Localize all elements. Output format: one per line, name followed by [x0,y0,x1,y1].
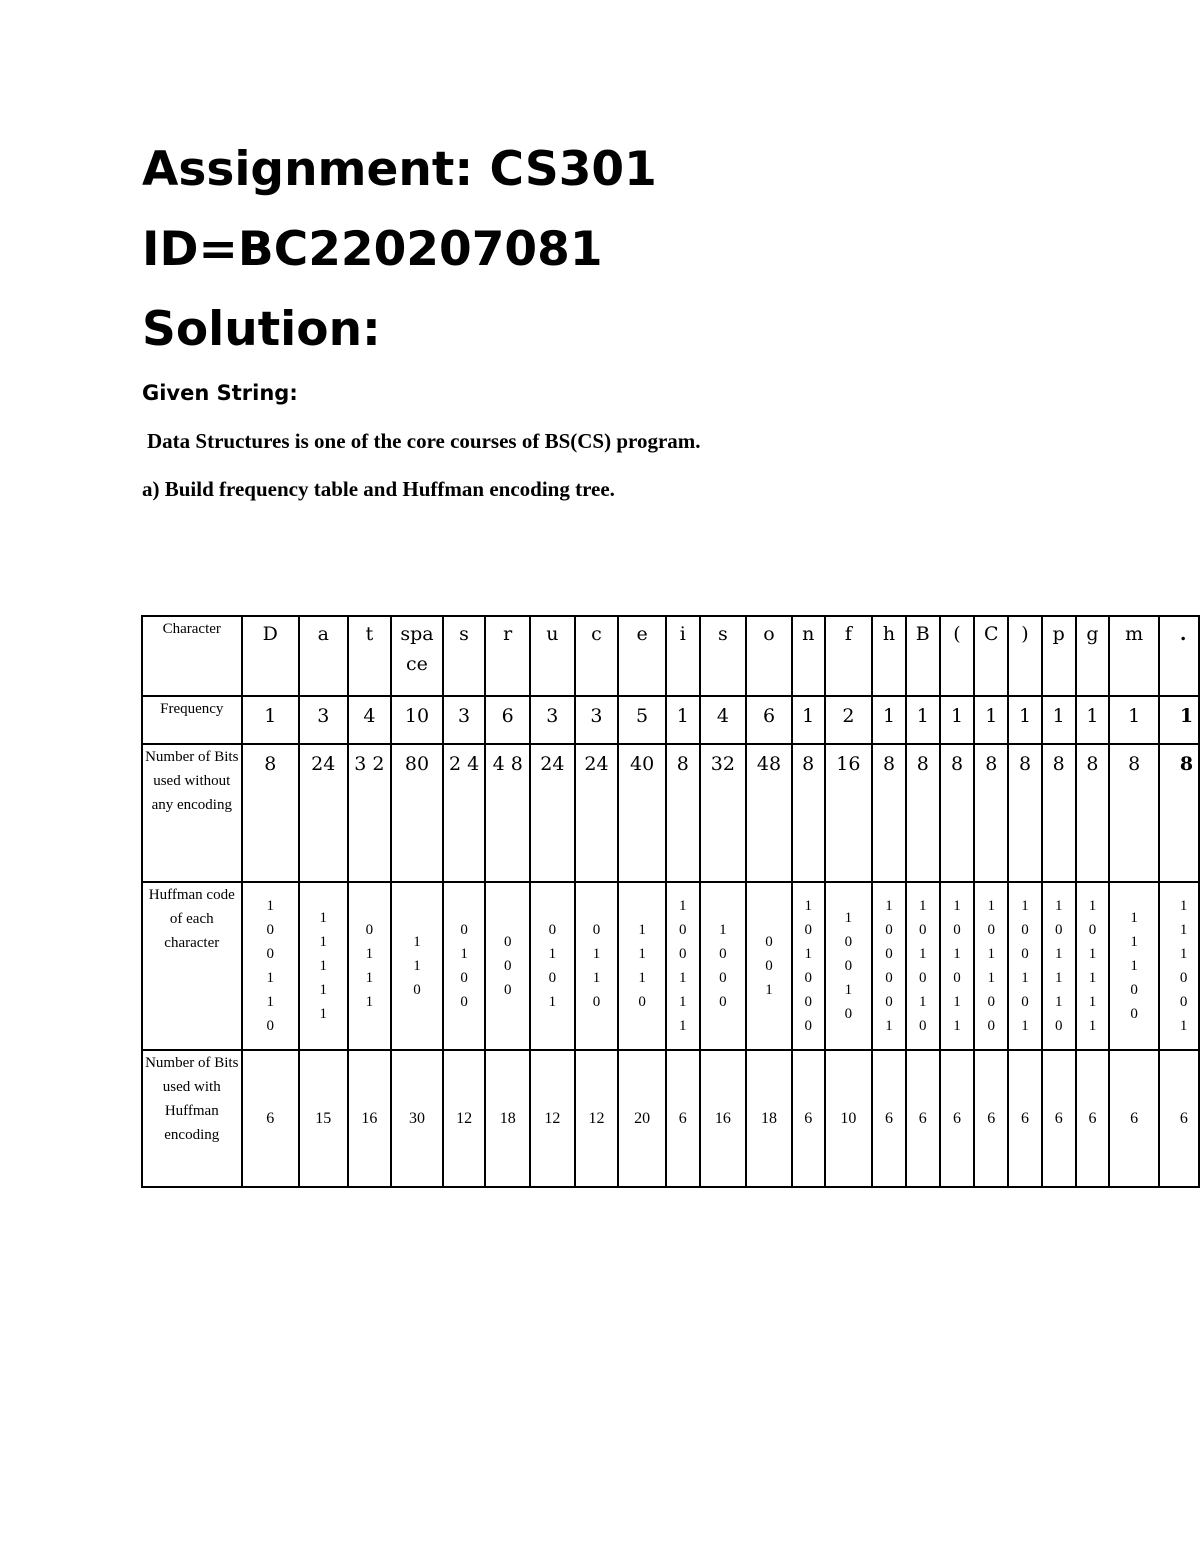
table-row [142,744,1199,882]
bits-huff-cell: 6 [1159,1050,1199,1187]
code-cell: 100101 [1008,882,1042,1050]
char-cell: s [443,616,486,696]
bits-plain-cell: 80 [391,744,443,882]
freq-cell: 5 [618,696,666,744]
freq-cell: 10 [391,696,443,744]
code-cell: 100001 [872,882,906,1050]
freq-cell: 3 [530,696,575,744]
freq-cell: 2 [825,696,873,744]
code-cell: 101110 [1042,882,1076,1050]
bits-plain-cell: 4 8 [485,744,530,882]
bits-plain-cell: 8 [1042,744,1076,882]
bits-plain-cell: 24 [299,744,348,882]
bits-plain-cell: 2 4 [443,744,486,882]
code-cell: 0110 [575,882,619,1050]
char-cell: a [299,616,348,696]
bits-plain-cell: 24 [575,744,619,882]
bits-plain-cell: 8 [1109,744,1159,882]
code-cell: 001 [746,882,792,1050]
bits-huff-cell: 6 [1042,1050,1076,1187]
char-cell: g [1076,616,1110,696]
student-id: ID=BC220207081 [142,222,603,277]
solution-heading: Solution: [142,302,381,357]
bits-plain-cell: 8 [666,744,700,882]
bits-plain-cell: 8 [792,744,825,882]
bits-huff-cell: 6 [242,1050,299,1187]
freq-cell: 1 [1008,696,1042,744]
row-header: Frequency [142,696,242,744]
code-cell: 111001 [1159,882,1199,1050]
char-cell: ) [1008,616,1042,696]
bits-huff-cell: 16 [700,1050,747,1187]
assignment-title: Assignment: CS301 [142,142,657,197]
char-cell: h [872,616,906,696]
table-row [142,696,1199,744]
bits-huff-cell: 6 [940,1050,975,1187]
bits-plain-cell: 8 [1076,744,1110,882]
given-string-text: Data Structures is one of the core courses of BS(CS) program. [147,429,701,453]
bits-huff-cell: 30 [391,1050,443,1187]
freq-cell: 4 [700,696,747,744]
char-cell: ( [940,616,975,696]
freq-cell: 6 [485,696,530,744]
row-header: Huffman code of each character [142,882,242,1050]
freq-cell: 6 [746,696,792,744]
bits-huff-cell: 10 [825,1050,873,1187]
bits-huff-cell: 18 [485,1050,530,1187]
code-cell: 11111 [299,882,348,1050]
bits-huff-cell: 12 [443,1050,486,1187]
code-cell: 100111 [666,882,700,1050]
bits-plain-cell: 40 [618,744,666,882]
char-cell: . [1159,616,1199,696]
freq-cell: 1 [940,696,975,744]
bits-plain-cell: 32 [700,744,747,882]
bits-huff-cell: 6 [872,1050,906,1187]
code-cell: 0100 [443,882,486,1050]
bits-huff-cell: 12 [530,1050,575,1187]
code-cell: 1000 [700,882,747,1050]
bits-plain-cell: 8 [906,744,940,882]
freq-cell: 1 [1159,696,1199,744]
code-cell: 101000 [792,882,825,1050]
bits-plain-cell: 8 [872,744,906,882]
char-cell: B [906,616,940,696]
given-string-label: Given String: [142,381,298,405]
bits-huff-cell: 6 [1109,1050,1159,1187]
code-cell: 100110 [242,882,299,1050]
freq-cell: 3 [575,696,619,744]
freq-cell: 1 [1109,696,1159,744]
freq-cell: 1 [666,696,700,744]
freq-cell: 1 [1076,696,1110,744]
bits-huff-cell: 6 [1076,1050,1110,1187]
bits-plain-cell: 8 [242,744,299,882]
bits-plain-cell: 8 [974,744,1008,882]
code-cell: 101111 [1076,882,1110,1050]
freq-cell: 4 [348,696,392,744]
code-cell: 10010 [825,882,873,1050]
task-statement: a) Build frequency table and Huffman encoding tree. [142,477,615,501]
bits-huff-cell: 12 [575,1050,619,1187]
code-cell: 1110 [618,882,666,1050]
code-cell: 101010 [906,882,940,1050]
char-cell: p [1042,616,1076,696]
bits-huff-cell: 15 [299,1050,348,1187]
bits-plain-cell: 8 [1159,744,1199,882]
freq-cell: 1 [1042,696,1076,744]
char-cell: u [530,616,575,696]
table-row [142,616,1199,696]
bits-huff-cell: 16 [348,1050,392,1187]
char-cell: f [825,616,873,696]
char-cell: C [974,616,1008,696]
row-header: Number of Bits used with Huffman encoding [142,1050,242,1187]
frequency-table [141,615,1200,1188]
char-cell: s [700,616,747,696]
bits-plain-cell: 8 [940,744,975,882]
char-cell: i [666,616,700,696]
code-cell: 101011 [940,882,975,1050]
code-cell: 110 [391,882,443,1050]
freq-cell: 1 [872,696,906,744]
bits-huff-cell: 6 [974,1050,1008,1187]
code-cell: 101100 [974,882,1008,1050]
char-cell: e [618,616,666,696]
bits-plain-cell: 24 [530,744,575,882]
code-cell: 0111 [348,882,392,1050]
freq-cell: 1 [974,696,1008,744]
code-cell: 0101 [530,882,575,1050]
table-row [142,1050,1199,1187]
code-cell: 11100 [1109,882,1159,1050]
bits-huff-cell: 20 [618,1050,666,1187]
bits-huff-cell: 6 [666,1050,700,1187]
freq-cell: 3 [299,696,348,744]
freq-cell: 1 [242,696,299,744]
char-cell: m [1109,616,1159,696]
char-cell: t [348,616,392,696]
code-cell: 000 [485,882,530,1050]
char-cell: n [792,616,825,696]
bits-plain-cell: 16 [825,744,873,882]
char-cell: r [485,616,530,696]
bits-plain-cell: 3 2 [348,744,392,882]
table-row [142,882,1199,1050]
char-cell: o [746,616,792,696]
bits-plain-cell: 48 [746,744,792,882]
row-header: Character [142,616,242,696]
bits-huff-cell: 18 [746,1050,792,1187]
freq-cell: 3 [443,696,486,744]
bits-huff-cell: 6 [792,1050,825,1187]
char-cell: spa ce [391,616,443,696]
freq-cell: 1 [792,696,825,744]
bits-huff-cell: 6 [1008,1050,1042,1187]
bits-huff-cell: 6 [906,1050,940,1187]
char-cell: c [575,616,619,696]
row-header: Number of Bits used without any encoding [142,744,242,882]
char-cell: D [242,616,299,696]
freq-cell: 1 [906,696,940,744]
bits-plain-cell: 8 [1008,744,1042,882]
